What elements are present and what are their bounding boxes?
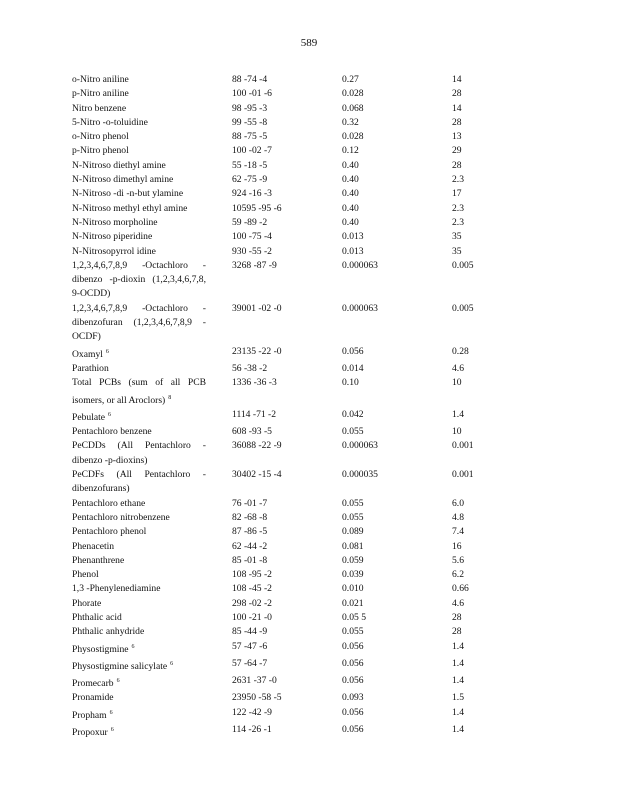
table-row bbox=[72, 611, 572, 625]
table-row bbox=[72, 116, 572, 130]
cas-number: 108 -45 -2 bbox=[232, 583, 272, 595]
table-row bbox=[72, 691, 572, 705]
table-row bbox=[72, 468, 572, 497]
table-row bbox=[72, 568, 572, 582]
value-col-2: 2.3 bbox=[452, 216, 464, 228]
constituent-name bbox=[72, 302, 206, 345]
footnote-marker: 6 bbox=[170, 660, 174, 667]
constituent-name bbox=[72, 511, 206, 525]
value-col-1: 0.028 bbox=[342, 131, 364, 143]
cas-number: 57 -64 -7 bbox=[232, 657, 268, 669]
constituent-name bbox=[72, 116, 206, 130]
table-row bbox=[72, 497, 572, 511]
table-row bbox=[72, 187, 572, 201]
footnote-marker: 8 bbox=[168, 394, 172, 401]
cas-number: 62 -44 -2 bbox=[232, 540, 268, 552]
value-col-2: 2.3 bbox=[452, 202, 464, 214]
value-col-1: 0.089 bbox=[342, 526, 364, 538]
constituent-name bbox=[72, 568, 206, 582]
table-row bbox=[72, 102, 572, 116]
constituent-name bbox=[72, 408, 206, 425]
constituent-name-text: p-Nitro phenol bbox=[72, 145, 129, 157]
value-col-2: 4.6 bbox=[452, 597, 464, 609]
constituent-name-text: 1,3 -Phenylenediamine bbox=[72, 583, 161, 595]
value-col-2: 14 bbox=[452, 102, 462, 114]
constituent-name bbox=[72, 425, 206, 439]
table-row bbox=[72, 511, 572, 525]
value-col-1: 0.056 bbox=[342, 640, 364, 652]
page-number: 589 bbox=[300, 37, 318, 49]
value-col-2: 0.66 bbox=[452, 583, 469, 595]
constituent-name bbox=[72, 540, 206, 554]
value-col-2: 10 bbox=[452, 377, 462, 389]
table-row bbox=[72, 130, 572, 144]
cas-number: 298 -02 -2 bbox=[232, 597, 272, 609]
constituent-name bbox=[72, 525, 206, 539]
cas-number: 924 -16 -3 bbox=[232, 188, 272, 200]
table-row bbox=[72, 345, 572, 362]
cas-number: 2631 -37 -0 bbox=[232, 675, 277, 687]
cas-number: 108 -95 -2 bbox=[232, 569, 272, 581]
constituent-name bbox=[72, 159, 206, 173]
footnote-marker: 6 bbox=[109, 709, 113, 716]
constituent-name bbox=[72, 173, 206, 187]
constituent-name bbox=[72, 216, 206, 230]
cas-number: 23950 -58 -5 bbox=[232, 692, 282, 704]
value-col-2: 0.001 bbox=[452, 469, 474, 481]
value-col-2: 1.4 bbox=[452, 408, 464, 420]
footnote-marker: 6 bbox=[105, 348, 109, 355]
constituent-name-text: Physostigmine bbox=[72, 643, 129, 655]
constituent-name bbox=[72, 611, 206, 625]
cas-number: 23135 -22 -0 bbox=[232, 345, 282, 357]
value-col-2: 7.4 bbox=[452, 526, 464, 538]
cas-number: 76 -01 -7 bbox=[232, 497, 268, 509]
value-col-2: 13 bbox=[452, 131, 462, 143]
value-col-1: 0.12 bbox=[342, 145, 359, 157]
cas-number: 88 -75 -5 bbox=[232, 131, 268, 143]
value-col-2: 0.001 bbox=[452, 440, 474, 452]
value-col-2: 14 bbox=[452, 74, 462, 85]
constituent-name-text: Phenol bbox=[72, 569, 99, 581]
cas-number: 99 -55 -8 bbox=[232, 116, 268, 128]
value-col-2: 28 bbox=[452, 611, 462, 623]
value-col-1: 0.055 bbox=[342, 497, 364, 509]
constituent-name-text: N-Nitroso morpholine bbox=[72, 216, 158, 228]
constituent-name-text: Phenacetin bbox=[72, 540, 115, 552]
value-col-1: 0.056 bbox=[342, 345, 364, 357]
constituent-name bbox=[72, 73, 206, 87]
cas-number: 59 -89 -2 bbox=[232, 216, 268, 228]
value-col-2: 2.3 bbox=[452, 174, 464, 186]
value-col-1: 0.093 bbox=[342, 692, 364, 704]
cas-number: 608 -93 -5 bbox=[232, 426, 272, 438]
value-col-1: 0.32 bbox=[342, 116, 359, 128]
constituent-name-text: Pentachloro nitrobenzene bbox=[72, 511, 170, 523]
value-col-1: 0.000063 bbox=[342, 302, 378, 314]
constituent-name-text: Pentachloro ethane bbox=[72, 497, 146, 509]
constituent-name-text: Phthalic anhydride bbox=[72, 626, 145, 638]
constituent-name-text: Parathion bbox=[72, 362, 109, 374]
value-col-1: 0.40 bbox=[342, 174, 359, 186]
cas-number: 100 -21 -0 bbox=[232, 611, 272, 623]
constituent-name-text: 5-Nitro -o-toluidine bbox=[72, 116, 148, 128]
constituent-name bbox=[72, 597, 206, 611]
table-row bbox=[72, 230, 572, 244]
constituent-name bbox=[72, 657, 206, 674]
constituent-name bbox=[72, 245, 206, 259]
value-col-2: 5.6 bbox=[452, 554, 464, 566]
cas-number: 82 -68 -8 bbox=[232, 511, 268, 523]
cas-number: 122 -42 -9 bbox=[232, 706, 272, 718]
table-row bbox=[72, 362, 572, 376]
constituent-name-text: 1,2,3,4,6,7,8,9 -Octachloro - dibenzo -p-dioxin (1,2,3,4,6,7,8, 9-OCDD) bbox=[72, 259, 206, 300]
value-col-1: 0.014 bbox=[342, 362, 364, 374]
cas-number: 85 -01 -8 bbox=[232, 554, 268, 566]
value-col-1: 0.27 bbox=[342, 74, 359, 85]
constituent-name bbox=[72, 376, 206, 408]
value-col-1: 0.000063 bbox=[342, 259, 378, 271]
constituent-name-text: Pentachloro phenol bbox=[72, 526, 147, 538]
constituent-name-text: Propham bbox=[72, 709, 107, 721]
constituent-name bbox=[72, 497, 206, 511]
value-col-1: 0.10 bbox=[342, 377, 359, 389]
constituent-name bbox=[72, 439, 206, 468]
footnote-marker: 6 bbox=[131, 643, 135, 650]
constituent-name-text: Phorate bbox=[72, 597, 102, 609]
constituent-name-text: Phenanthrene bbox=[72, 554, 125, 566]
value-col-2: 6.0 bbox=[452, 497, 464, 509]
footnote-marker: 6 bbox=[110, 727, 114, 734]
cas-number: 100 -01 -6 bbox=[232, 88, 272, 100]
constituent-name bbox=[72, 706, 206, 723]
constituent-name-text: N-Nitroso methyl ethyl amine bbox=[72, 202, 188, 214]
cas-number: 1336 -36 -3 bbox=[232, 377, 277, 389]
value-col-2: 35 bbox=[452, 245, 462, 257]
value-col-2: 28 bbox=[452, 88, 462, 100]
table-row bbox=[72, 87, 572, 101]
value-col-2: 28 bbox=[452, 116, 462, 128]
value-col-2: 35 bbox=[452, 231, 462, 243]
constituent-name-text: Promecarb bbox=[72, 678, 114, 690]
constituent-name bbox=[72, 674, 206, 691]
constituent-name-text: Phthalic acid bbox=[72, 611, 122, 623]
constituent-name-text: Physostigmine salicylate bbox=[72, 660, 168, 672]
constituent-name bbox=[72, 230, 206, 244]
value-col-2: 1.5 bbox=[452, 692, 464, 704]
constituent-name bbox=[72, 130, 206, 144]
constituent-name bbox=[72, 259, 206, 302]
constituent-name bbox=[72, 87, 206, 101]
value-col-1: 0.059 bbox=[342, 554, 364, 566]
value-col-1: 0.013 bbox=[342, 245, 364, 257]
table-row bbox=[72, 216, 572, 230]
constituent-name-text: PeCDFs (All Pentachloro - dibenzofurans) bbox=[72, 469, 206, 495]
table-row bbox=[72, 597, 572, 611]
value-col-1: 0.05 5 bbox=[342, 611, 366, 623]
table-row bbox=[72, 625, 572, 639]
table-row bbox=[72, 540, 572, 554]
constituent-name bbox=[72, 144, 206, 158]
footnote-marker: 6 bbox=[108, 411, 112, 418]
constituent-name bbox=[72, 362, 206, 376]
table-row bbox=[72, 554, 572, 568]
table-row bbox=[72, 202, 572, 216]
constituent-name-text: N-Nitroso piperidine bbox=[72, 231, 153, 243]
constituent-name-text: Nitro benzene bbox=[72, 102, 127, 114]
value-col-1: 0.055 bbox=[342, 426, 364, 438]
cas-number: 36088 -22 -9 bbox=[232, 440, 282, 452]
cas-number: 85 -44 -9 bbox=[232, 626, 268, 638]
value-col-1: 0.40 bbox=[342, 188, 359, 200]
table-row bbox=[72, 245, 572, 259]
constituent-name-text: Total PCBs (sum of all PCB isomers, or all Aroclors) bbox=[72, 377, 206, 406]
value-col-1: 0.039 bbox=[342, 569, 364, 581]
table-row bbox=[72, 439, 572, 468]
constituent-name bbox=[72, 102, 206, 116]
constituent-name bbox=[72, 187, 206, 201]
value-col-2: 4.6 bbox=[452, 362, 464, 374]
constituent-name-text: o-Nitro aniline bbox=[72, 74, 129, 85]
cas-number: 56 -38 -2 bbox=[232, 362, 268, 374]
value-col-1: 0.40 bbox=[342, 202, 359, 214]
table-row bbox=[72, 723, 572, 740]
value-col-2: 1.4 bbox=[452, 724, 464, 736]
table-row bbox=[72, 640, 572, 657]
cas-number: 87 -86 -5 bbox=[232, 526, 268, 538]
constituent-name-text: o-Nitro phenol bbox=[72, 131, 129, 143]
constituent-name-text: Propoxur bbox=[72, 727, 108, 739]
value-col-2: 28 bbox=[452, 626, 462, 638]
constituent-name bbox=[72, 345, 206, 362]
value-col-1: 0.000063 bbox=[342, 440, 378, 452]
constituent-name-text: Pronamide bbox=[72, 692, 114, 704]
constituent-name bbox=[72, 468, 206, 497]
value-col-1: 0.056 bbox=[342, 657, 364, 669]
cas-number: 10595 -95 -6 bbox=[232, 202, 282, 214]
constituent-name-text: N-Nitroso diethyl amine bbox=[72, 159, 166, 171]
value-col-2: 0.28 bbox=[452, 345, 469, 357]
value-col-1: 0.081 bbox=[342, 540, 364, 552]
constituent-name bbox=[72, 582, 206, 596]
value-col-2: 4.8 bbox=[452, 511, 464, 523]
table-row bbox=[72, 173, 572, 187]
constituent-name bbox=[72, 640, 206, 657]
value-col-1: 0.056 bbox=[342, 675, 364, 687]
table-row bbox=[72, 408, 572, 425]
cas-number: 1114 -71 -2 bbox=[232, 408, 277, 420]
table-row bbox=[72, 159, 572, 173]
table-row bbox=[72, 657, 572, 674]
value-col-2: 1.4 bbox=[452, 657, 464, 669]
constituent-name-text: N-Nitrosopyrrol idine bbox=[72, 245, 156, 257]
cas-number: 30402 -15 -4 bbox=[232, 469, 282, 481]
cas-number: 100 -02 -7 bbox=[232, 145, 272, 157]
value-col-1: 0.055 bbox=[342, 511, 364, 523]
constituent-name-text: PeCDDs (All Pentachloro - dibenzo -p-dioxins) bbox=[72, 440, 206, 466]
cas-number: 100 -75 -4 bbox=[232, 231, 272, 243]
table-row bbox=[72, 73, 572, 87]
cas-number: 3268 -87 -9 bbox=[232, 259, 277, 271]
value-col-2: 28 bbox=[452, 159, 462, 171]
table-row bbox=[72, 706, 572, 723]
cas-number: 57 -47 -6 bbox=[232, 640, 268, 652]
constituent-name-text: N-Nitroso dimethyl amine bbox=[72, 174, 174, 186]
cas-number: 88 -74 -4 bbox=[232, 74, 268, 85]
value-col-2: 1.4 bbox=[452, 706, 464, 718]
constituent-name-text: p-Nitro aniline bbox=[72, 88, 129, 100]
constituent-name-text: N-Nitroso -di -n-but ylamine bbox=[72, 188, 184, 200]
table-row bbox=[72, 425, 572, 439]
value-col-1: 0.028 bbox=[342, 88, 364, 100]
table-row bbox=[72, 674, 572, 691]
value-col-2: 1.4 bbox=[452, 640, 464, 652]
cas-number: 930 -55 -2 bbox=[232, 245, 272, 257]
value-col-1: 0.40 bbox=[342, 159, 359, 171]
value-col-1: 0.068 bbox=[342, 102, 364, 114]
constituent-name bbox=[72, 723, 206, 740]
value-col-2: 17 bbox=[452, 188, 462, 200]
table-row bbox=[72, 259, 572, 302]
constituent-name-text: Pentachloro benzene bbox=[72, 426, 152, 438]
value-col-1: 0.055 bbox=[342, 626, 364, 638]
footnote-marker: 6 bbox=[116, 678, 120, 685]
value-col-2: 6.2 bbox=[452, 569, 464, 581]
constituent-name bbox=[72, 625, 206, 639]
constituent-name bbox=[72, 691, 206, 705]
table-row bbox=[72, 525, 572, 539]
value-col-1: 0.021 bbox=[342, 597, 364, 609]
constituent-name-text: Pebulate bbox=[72, 411, 106, 423]
value-col-1: 0.013 bbox=[342, 231, 364, 243]
constituent-name bbox=[72, 202, 206, 216]
cas-number: 98 -95 -3 bbox=[232, 102, 268, 114]
table-row bbox=[72, 144, 572, 158]
table-row bbox=[72, 582, 572, 596]
value-col-2: 1.4 bbox=[452, 675, 464, 687]
constituent-table bbox=[72, 73, 572, 740]
value-col-2: 29 bbox=[452, 145, 462, 157]
cas-number: 62 -75 -9 bbox=[232, 174, 268, 186]
cas-number: 55 -18 -5 bbox=[232, 159, 268, 171]
constituent-name bbox=[72, 554, 206, 568]
value-col-1: 0.000035 bbox=[342, 469, 378, 481]
value-col-1: 0.056 bbox=[342, 706, 364, 718]
value-col-1: 0.056 bbox=[342, 724, 364, 736]
table-row bbox=[72, 302, 572, 345]
cas-number: 114 -26 -1 bbox=[232, 724, 272, 736]
constituent-name-text: Oxamyl bbox=[72, 348, 103, 360]
value-col-2: 16 bbox=[452, 540, 462, 552]
value-col-2: 0.005 bbox=[452, 259, 474, 271]
value-col-1: 0.010 bbox=[342, 583, 364, 595]
value-col-1: 0.042 bbox=[342, 408, 364, 420]
value-col-2: 10 bbox=[452, 426, 462, 438]
value-col-1: 0.40 bbox=[342, 216, 359, 228]
value-col-2: 0.005 bbox=[452, 302, 474, 314]
table-row bbox=[72, 376, 572, 408]
constituent-name-text: 1,2,3,4,6,7,8,9 -Octachloro - dibenzofuran (1,2,3,4,6,7,8,9 - OCDF) bbox=[72, 302, 206, 343]
cas-number: 39001 -02 -0 bbox=[232, 302, 282, 314]
